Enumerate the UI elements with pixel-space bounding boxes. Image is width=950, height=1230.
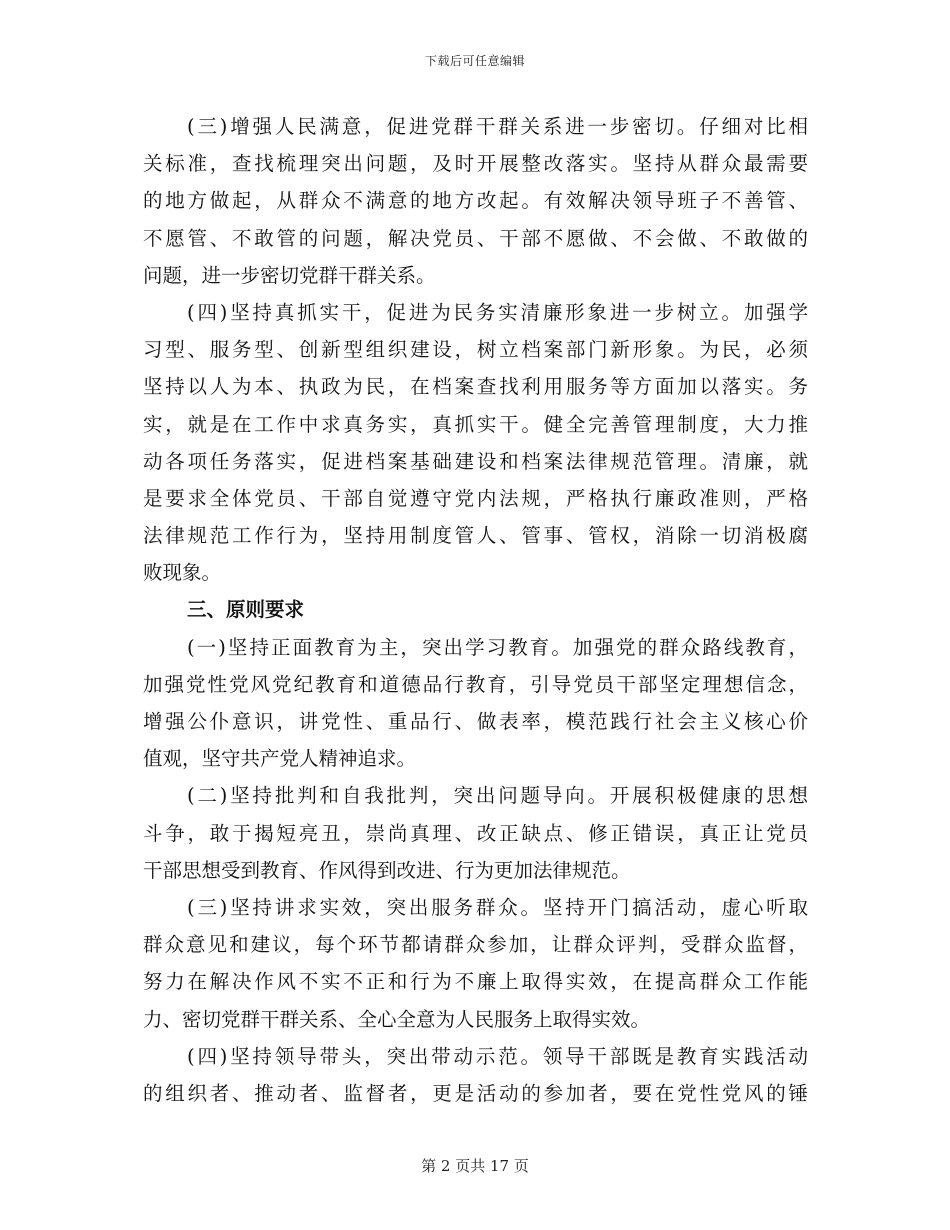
paragraph-line: 干部思想受到教育、作风得到改进、行为更加法律规范。 [143, 858, 631, 882]
paragraph-line: 坚持以人为本、执政为民，在档案查找利用服务等方面加以落实。务 [143, 375, 808, 399]
paragraph-line: 群众意见和建议，每个环节都请群众参加，让群众评判，受群众监督， [143, 933, 808, 957]
paragraph-line: (四)坚持领导带头，突出带动示范。领导干部既是教育实践活动 [187, 1044, 808, 1068]
page-footer: 第 2 页共 17 页 [421, 1157, 529, 1175]
section-heading: 三、原则要求 [187, 598, 305, 622]
paragraph-line: 实，就是在工作中求真务实，真抓实干。健全完善管理制度，大力推 [143, 412, 808, 436]
paragraph-line: 斗争，敢于揭短亮丑，崇尚真理、改正缺点、修正错误，真正让党员 [143, 821, 808, 845]
paragraph-line: 增强公仆意识，讲党性、重品行、做表率，模范践行社会主义核心价 [143, 710, 808, 733]
paragraph-line: (三)增强人民满意，促进党群干群关系进一步密切。仔细对比相 [187, 115, 808, 138]
paragraph-line: 的组织者、推动者、监督者，更是活动的参加者，要在党性党风的锤 [143, 1081, 808, 1105]
paragraph-line: (二)坚持批判和自我批判，突出问题导向。开展积极健康的思想 [187, 784, 808, 808]
paragraph-line: (四)坚持真抓实干，促进为民务实清廉形象进一步树立。加强学 [187, 300, 808, 324]
paragraph-line: 加强党性党风党纪教育和道德品行教育，引导党员干部坚定理想信念， [143, 672, 808, 696]
paragraph-line: (三)坚持讲求实效，突出服务群众。坚持开门搞活动，虚心听取 [187, 895, 808, 919]
document-body [143, 108, 808, 1112]
paragraph-line: 不愿管、不敢管的问题，解决党员、干部不愿做、不会做、不敢做的 [143, 226, 808, 250]
paragraph-line: 败现象。 [143, 561, 222, 585]
paragraph-line: 动各项任务落实，促进档案基础建设和档案法律规范管理。清廉，就 [143, 449, 808, 473]
paragraph-line: 是要求全体党员、干部自觉遵守党内法规，严格执行廉政准则，严格 [143, 486, 808, 510]
paragraph-line: 问题，进一步密切党群干群关系。 [143, 263, 436, 287]
paragraph-line: 习型、服务型、创新型组织建设，树立档案部门新形象。为民，必须 [143, 338, 808, 362]
paragraph-line: 努力在解决作风不实不正和行为不廉上取得实效，在提高群众工作能 [143, 970, 808, 994]
paragraph-line: 关标准，查找梳理突出问题，及时开展整改落实。坚持从群众最需要 [143, 152, 808, 176]
paragraph-line: 值观，坚守共产党人精神追求。 [143, 747, 417, 771]
paragraph-line: (一)坚持正面教育为主，突出学习教育。加强党的群众路线教育， [187, 635, 808, 659]
page-header: 下载后可任意编辑 [424, 54, 525, 68]
paragraph-line: 法律规范工作行为，坚持用制度管人、管事、管权，消除一切消极腐 [143, 524, 808, 548]
paragraph-line: 的地方做起，从群众不满意的地方改起。有效解决领导班子不善管、 [143, 189, 808, 213]
paragraph-line: 力、密切党群干群关系、全心全意为人民服务上取得实效。 [143, 1007, 651, 1031]
